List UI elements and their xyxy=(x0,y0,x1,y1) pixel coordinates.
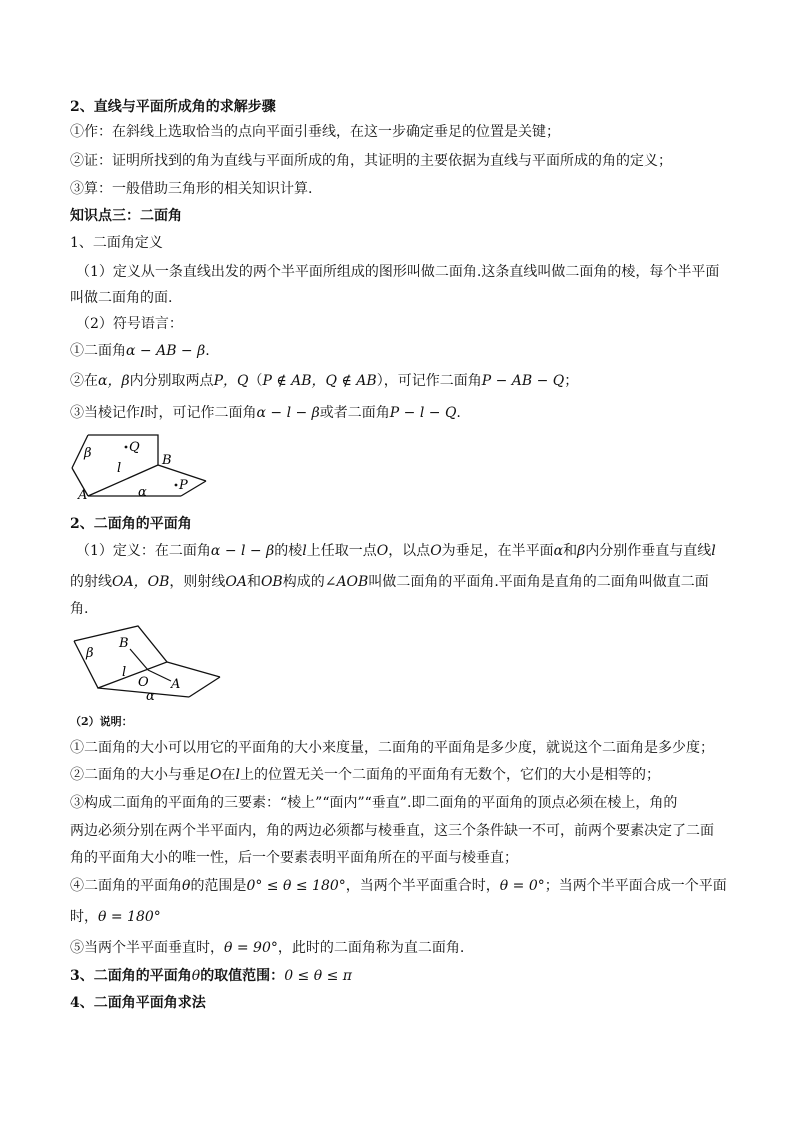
figure2-label-beta: β xyxy=(86,646,94,661)
symbolic-line-3: ③当棱记作l时，可记作二面角α − l − β或者二面角P − l − Q. xyxy=(70,405,461,421)
figure1-label-q: Q xyxy=(129,440,140,455)
step-construct: ①作：在斜线上选取恰当的点向平面引垂线，在这一步确定垂足的位置是关键； xyxy=(70,124,560,140)
dihedral-angle-figure-2 xyxy=(70,624,225,704)
figure1-label-a: A xyxy=(78,488,88,502)
definition-heading: 1、二面角定义 xyxy=(70,235,163,251)
plane-angle-definition-line-1: （1）定义：在二面角α − l − β的棱l上任取一点O，以点O为垂足，在半平面α和β内分别作垂直与直线l xyxy=(76,543,716,559)
figure2-label-alpha: α xyxy=(146,689,155,704)
note-1: ①二面角的大小可以用它的平面角的大小来度量，二面角的平面角是多少度，就说这个二面角是多少度； xyxy=(70,740,714,756)
step-prove: ②证：证明所找到的角为直线与平面所成的角，其证明的主要依据为直线与平面所成的角的定义； xyxy=(70,153,672,169)
definition-text-line-2: 叫做二面角的面. xyxy=(70,290,173,306)
note-3-line-3: 角的平面角大小的唯一性，后一个要素表明平面角所在的平面与棱垂直； xyxy=(70,850,518,866)
figure2-label-a: A xyxy=(171,677,181,692)
symbolic-language-label: （2）符号语言： xyxy=(76,316,183,332)
symbolic-line-2: ②在α，β内分别取两点P，Q（P ∉ AB，Q ∉ AB），可记作二面角P − AB − Q； xyxy=(70,373,579,389)
plane-angle-definition-line-3: 角. xyxy=(70,601,89,617)
plane-angle-heading: 2、二面角的平面角 xyxy=(70,516,192,532)
dihedral-angle-figure-1 xyxy=(66,432,211,502)
figure2-label-b: B xyxy=(119,636,129,651)
figure1-label-beta: β xyxy=(84,446,92,461)
figure1-label-l: l xyxy=(117,461,122,476)
plane-angle-method-heading: 4、二面角平面角求法 xyxy=(70,995,206,1011)
definition-text-line-1: （1）定义从一条直线出发的两个半平面所组成的图形叫做二面角.这条直线叫做二面角的棱，每个半平面 xyxy=(76,264,720,280)
note-3-line-1: ③构成二面角的平面角的三要素：“棱上”“面内”“垂直”.即二面角的平面角的顶点必须在棱上，角的 xyxy=(70,795,678,811)
figure2-label-o: O xyxy=(138,675,149,690)
figure1-label-p: P xyxy=(179,478,188,493)
knowledge-point-3-heading: 知识点三：二面角 xyxy=(70,208,182,224)
angle-range-heading: 3、二面角的平面角θ的取值范围：0 ≤ θ ≤ π xyxy=(70,968,352,984)
note-5: ⑤当两个半平面垂直时，θ = 90°，此时的二面角称为直二面角. xyxy=(70,940,465,956)
note-4-line-1: ④二面角的平面角θ的范围是0° ≤ θ ≤ 180°，当两个半平面重合时，θ = 0°；当两个半平面合成一个平面 xyxy=(70,878,727,894)
section-heading-line-plane-angle-steps: 2、直线与平面所成角的求解步骤 xyxy=(70,99,276,115)
step-compute: ③算：一般借助三角形的相关知识计算. xyxy=(70,181,313,197)
note-2: ②二面角的大小与垂足O在l上的位置无关一个二面角的平面角有无数个，它们的大小是相等的； xyxy=(70,767,660,783)
note-4-line-2: 时，θ = 180° xyxy=(70,909,161,925)
figure1-label-b: B xyxy=(162,453,172,468)
figure2-label-l: l xyxy=(122,665,127,680)
note-3-line-2: 两边必须分别在两个半平面内，角的两边必须都与棱垂直，这三个条件缺一不可，前两个要素决定了二面 xyxy=(70,823,714,839)
symbolic-line-1: ①二面角α − AB − β. xyxy=(70,343,210,359)
plane-angle-definition-line-2: 的射线OA，OB，则射线OA和OB构成的∠AOB叫做二面角的平面角.平面角是直角的二面角叫做直二面 xyxy=(70,574,709,590)
figure1-label-alpha: α xyxy=(138,485,147,500)
explanation-heading: （2）说明： xyxy=(70,715,133,728)
